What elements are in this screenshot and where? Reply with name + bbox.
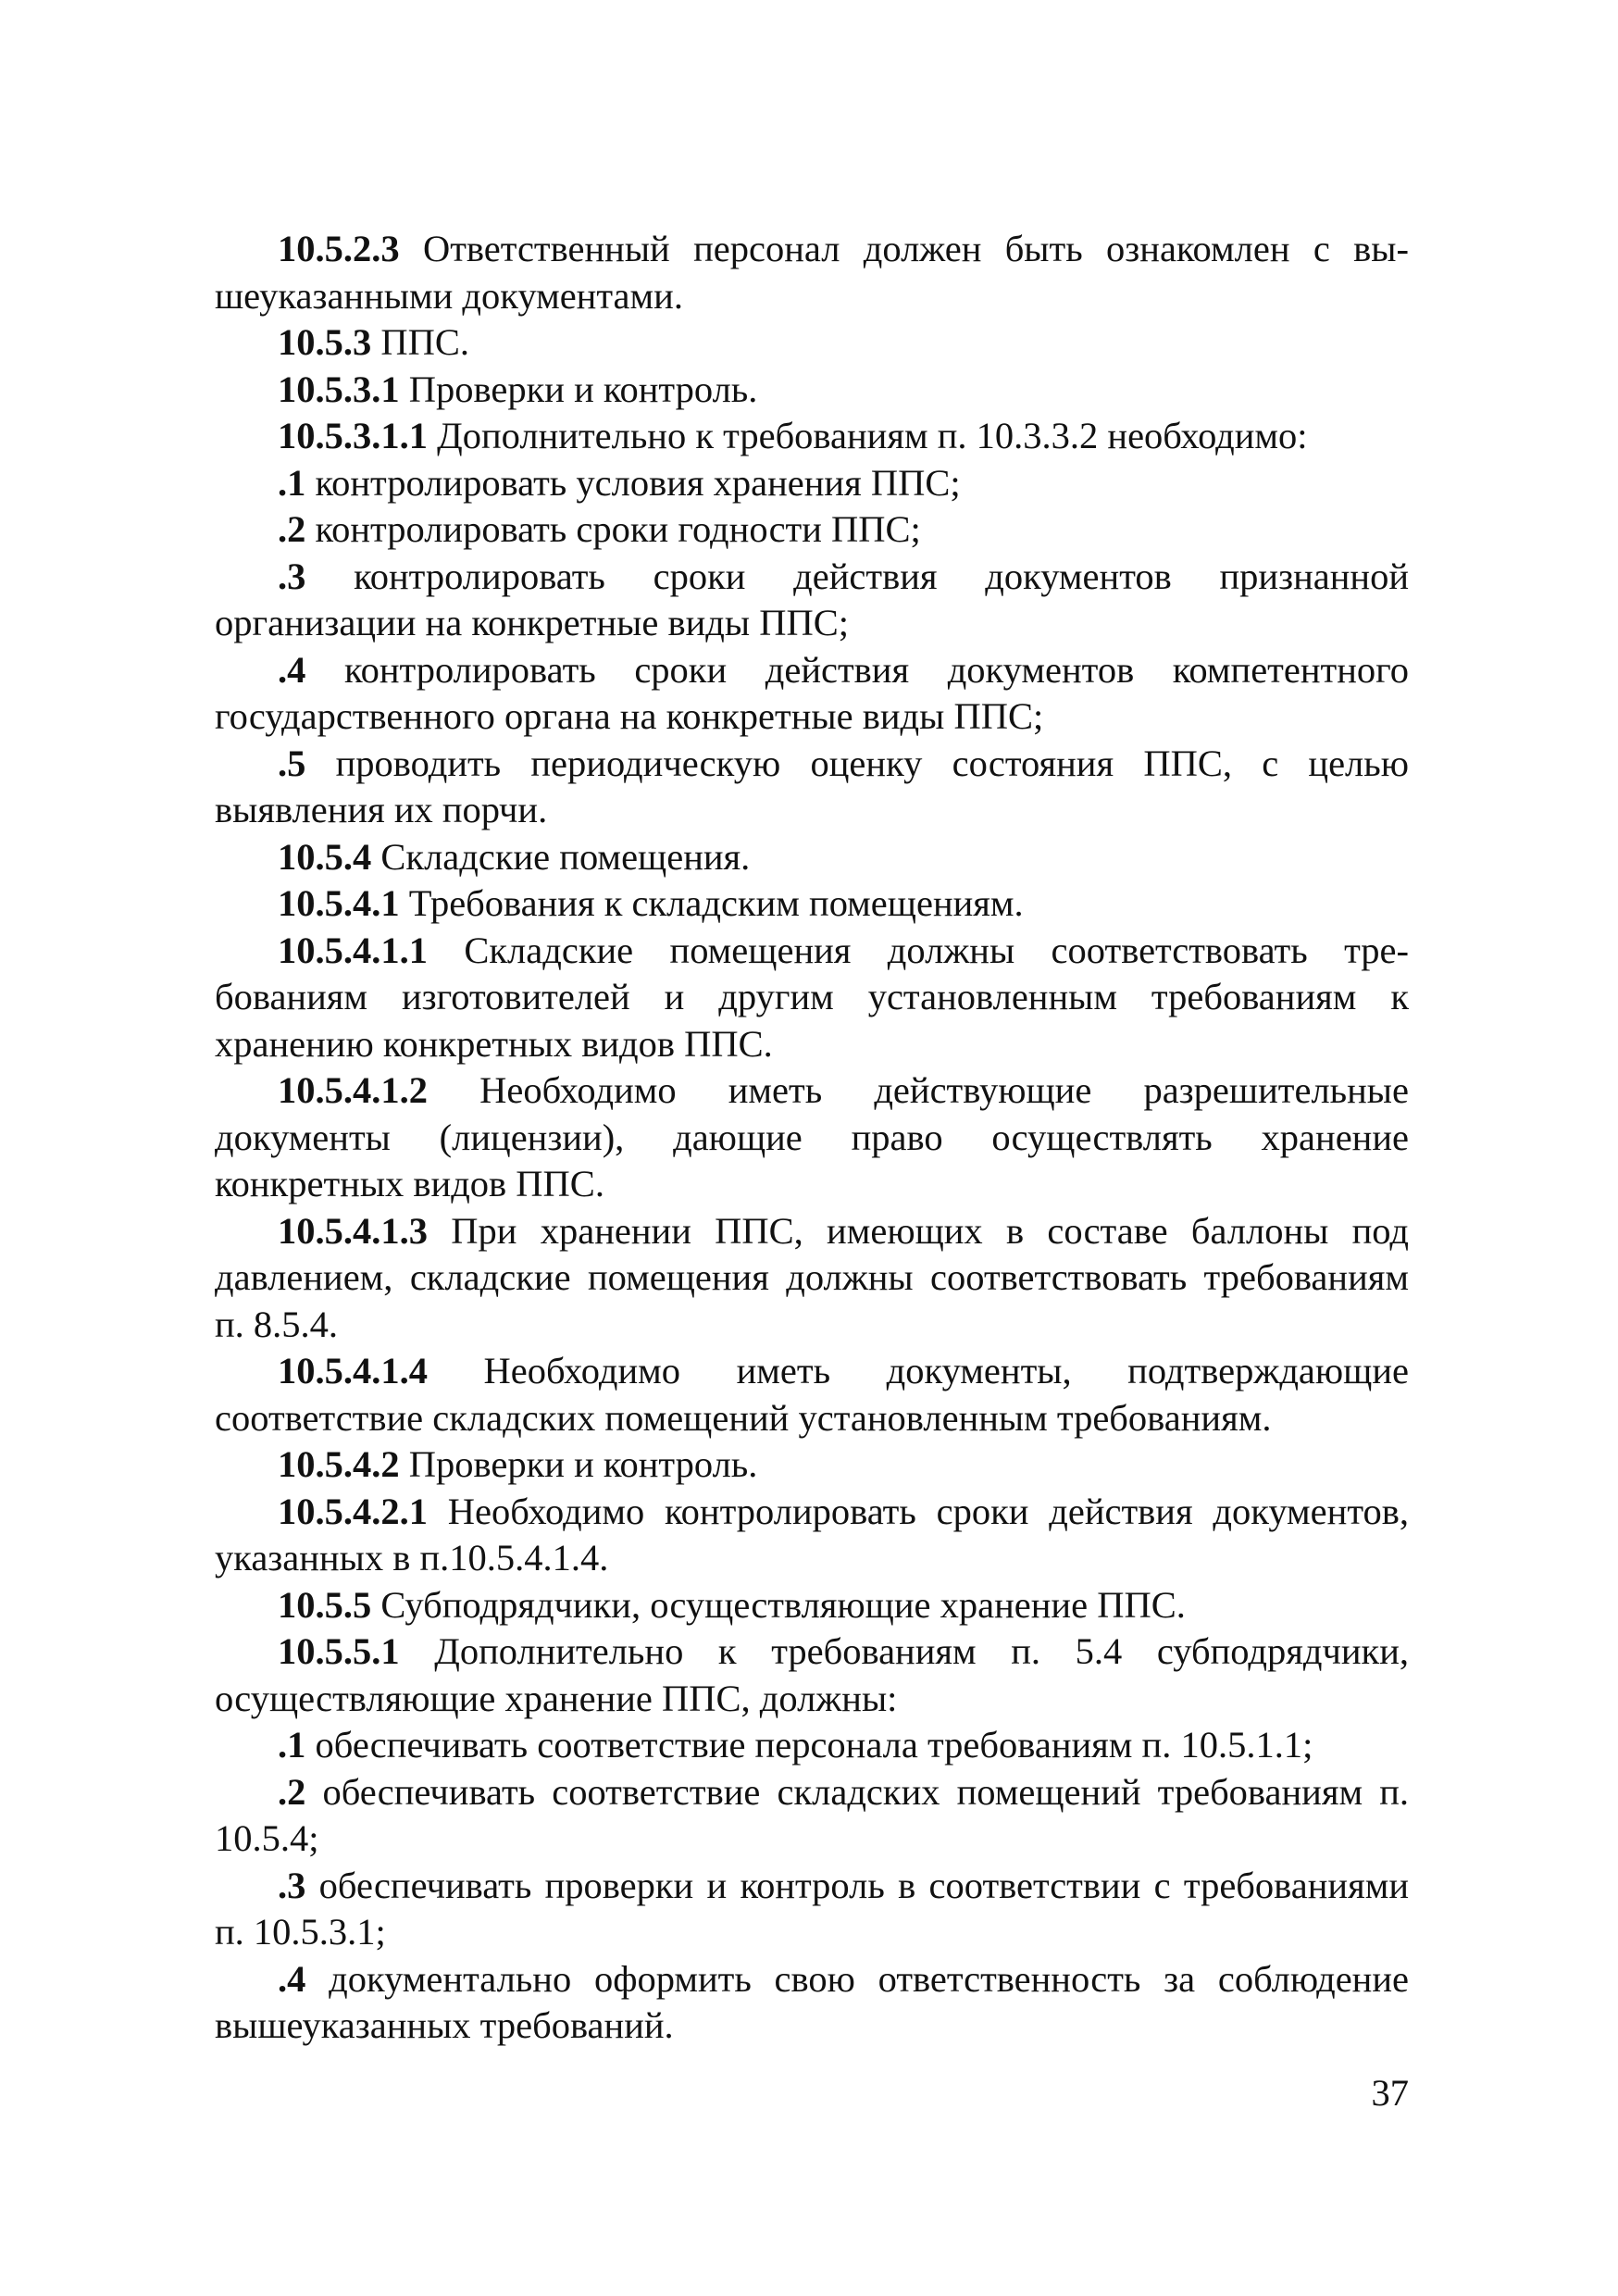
paragraph xyxy=(215,367,1409,414)
paragraph xyxy=(215,413,1409,460)
paragraph xyxy=(215,1489,1409,1582)
clause-text: Необходимо иметь действующие разрешительные документы (лицензии), дающие право осуществлять хранение конкретных видов ППС. xyxy=(215,1069,1409,1204)
clause-text: обеспечивать соответствие персонала требованиям п. 10.5.1.1; xyxy=(305,1724,1313,1766)
paragraph xyxy=(215,226,1409,319)
paragraph xyxy=(215,1956,1409,2050)
clause-number: .4 xyxy=(278,1957,306,2000)
paragraph xyxy=(215,460,1409,507)
paragraph xyxy=(215,1067,1409,1208)
clause-number: 10.5.3.1 xyxy=(278,368,400,410)
clause-number: .5 xyxy=(278,742,306,784)
clause-text: Складские помещения должны соответствовать требованиям изготовителей и другим установленным требованиям к хранению конкретных видов ППС. xyxy=(215,929,1409,1065)
clause-text: контролировать сроки действия документов признанной организации на конкретные виды ППС; xyxy=(215,555,1409,643)
paragraph xyxy=(215,928,1409,1068)
clause-number: 10.5.3 xyxy=(278,321,372,363)
clause-number: .1 xyxy=(278,461,306,504)
clause-text: контролировать сроки действия документов компетентного государственного органа на конкретные виды ППС; xyxy=(215,648,1409,737)
clause-text: Субподрядчики, осуществляющие хранение ППС. xyxy=(371,1583,1186,1626)
clause-number: 10.5.4.1.4 xyxy=(278,1350,428,1391)
clause-text: Проверки и контроль. xyxy=(399,1443,758,1485)
paragraph xyxy=(215,554,1409,647)
clause-number: .3 xyxy=(278,555,306,597)
clause-number: 10.5.5.1 xyxy=(278,1630,400,1672)
clause-number: .3 xyxy=(278,1864,306,1906)
clause-text: Складские помещения. xyxy=(371,835,751,878)
clause-number: 10.5.4.2.1 xyxy=(278,1490,428,1532)
clause-text: обеспечивать соответствие складских помещений требованиям п. 10.5.4; xyxy=(215,1770,1409,1859)
clause-number: 10.5.4.1.1 xyxy=(278,929,428,971)
paragraph xyxy=(215,319,1409,367)
paragraph xyxy=(215,1769,1409,1863)
clause-text: Необходимо контролировать сроки действия документов, указанных в п.10.5.4.1.4. xyxy=(215,1490,1409,1578)
paragraph xyxy=(215,834,1409,881)
clause-number: .2 xyxy=(278,1770,306,1813)
clause-text: Проверки и контроль. xyxy=(399,368,758,410)
page-number: 37 xyxy=(1371,2072,1409,2114)
paragraph xyxy=(215,647,1409,741)
clause-text: проводить периодическую оценку состояния ППС, с целью выявления их порчи. xyxy=(215,742,1409,830)
clause-text: обеспечивать проверки и контроль в соответствии с требованиями п. 10.5.3.1; xyxy=(215,1864,1409,1953)
clause-text: Дополнительно к требованиям п. 5.4 субподрядчики, осуществляющие хранение ППС, должны: xyxy=(215,1630,1409,1719)
clause-text: При хранении ППС, имеющих в составе баллоны под давлением, складские помещения должны соответствовать требованиям п. 8.5.4. xyxy=(215,1209,1409,1345)
paragraph xyxy=(215,506,1409,554)
clause-text: Дополнительно к требованиям п. 10.3.3.2 необходимо: xyxy=(428,415,1308,456)
clause-text: Ответственный персонал должен быть ознакомлен с вышеуказанными документами. xyxy=(215,228,1409,317)
clause-number: .2 xyxy=(278,508,306,550)
paragraph xyxy=(215,1863,1409,1956)
paragraph xyxy=(215,1208,1409,1349)
paragraph xyxy=(215,1722,1409,1769)
clause-number: 10.5.4.1.2 xyxy=(278,1069,428,1111)
paragraph xyxy=(215,1348,1409,1441)
clause-number: 10.5.4 xyxy=(278,835,372,878)
clause-text: контролировать сроки годности ППС; xyxy=(305,508,921,550)
clause-text: контролировать условия хранения ППС; xyxy=(305,461,961,504)
clause-text: ППС. xyxy=(371,321,470,363)
paragraph xyxy=(215,1441,1409,1489)
paragraph xyxy=(215,1628,1409,1722)
clause-number: 10.5.5 xyxy=(278,1583,372,1626)
clause-number: 10.5.4.2 xyxy=(278,1443,400,1485)
clause-number: .4 xyxy=(278,648,306,691)
clause-number: 10.5.3.1.1 xyxy=(278,415,428,456)
clause-text: Требования к складским помещениям. xyxy=(399,882,1024,924)
body-text xyxy=(215,226,1409,2050)
paragraph xyxy=(215,741,1409,834)
paragraph xyxy=(215,1582,1409,1629)
clause-number: 10.5.2.3 xyxy=(278,228,400,269)
paragraph xyxy=(215,880,1409,928)
clause-text: документально оформить свою ответственность за соблюдение вышеуказанных требований. xyxy=(215,1957,1409,2046)
clause-number: 10.5.4.1.3 xyxy=(278,1209,428,1252)
clause-number: .1 xyxy=(278,1724,306,1766)
clause-number: 10.5.4.1 xyxy=(278,882,400,924)
clause-text: Необходимо иметь документы, подтверждающие соответствие складских помещений установленным требованиям. xyxy=(215,1350,1409,1439)
